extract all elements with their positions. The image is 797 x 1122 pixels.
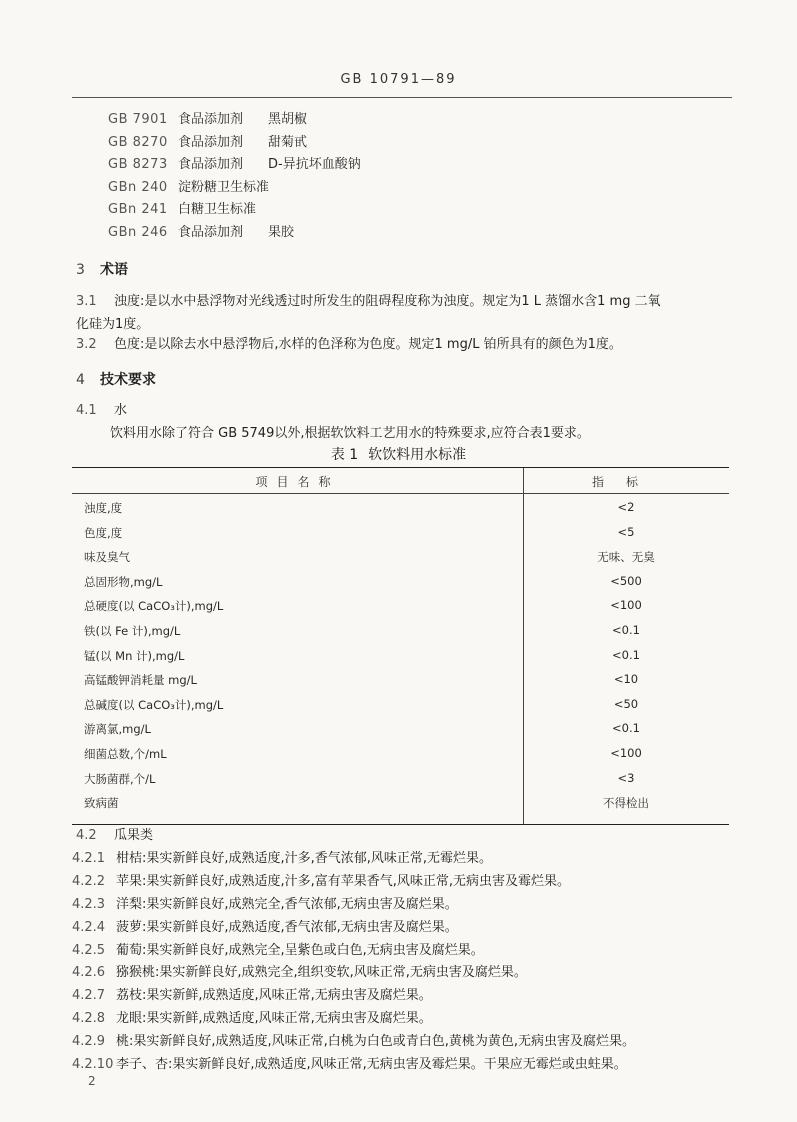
clause-text: 李子、杏:果实新鲜良好,成熟适度,风味正常,无病虫害及霉烂果。干果应无霉烂或虫蛀果。 xyxy=(116,1057,627,1073)
row-value: <0.1 xyxy=(612,647,640,662)
row-value: <100 xyxy=(610,598,642,613)
row-value: <5 xyxy=(617,524,635,539)
row-name: 总硬度(以 CaCO₃计),mg/L xyxy=(84,599,224,614)
standard-name: 食品添加剂 xyxy=(178,134,244,150)
page-header: GB 10791—89 xyxy=(340,72,457,87)
standard-name: 食品添加剂 xyxy=(178,157,244,173)
row-value: <0.1 xyxy=(612,721,640,736)
clause-number: 4.2.9 xyxy=(72,1034,106,1050)
clause-number: 3.1 xyxy=(76,294,97,309)
row-name: 铁(以 Fe 计),mg/L xyxy=(84,624,181,638)
clause-number: 4.2 xyxy=(76,828,97,843)
soft-drink-water-table xyxy=(72,467,729,825)
table-row xyxy=(72,617,729,642)
row-name: 味及臭气 xyxy=(84,550,130,565)
section-4-heading xyxy=(76,369,156,389)
clause-text: 浊度:是以水中悬浮物对光线透过时所发生的阻碍程度称为浊度。规定为1 L 蒸馏水含1 mg 二氧 xyxy=(114,294,661,309)
clause-text: 洋梨:果实新鲜良好,成熟完全,香气浓郁,无病虫害及腐烂果。 xyxy=(116,896,458,912)
fruit-requirement-item xyxy=(72,1007,742,1030)
standard-name: 食品添加剂 xyxy=(178,224,244,240)
clause-text: 葡萄:果实新鲜良好,成熟完全,呈紫色或白色,无病虫害及腐烂果。 xyxy=(116,942,484,958)
standard-item xyxy=(108,221,361,244)
table-row xyxy=(72,519,729,544)
column-header-item: 项目名称 xyxy=(255,475,340,489)
standard-name: 白糖卫生标准 xyxy=(178,202,257,218)
clause-text: 苹果:果实新鲜良好,成熟适度,汁多,富有苹果香气,风味正常,无病虫害及霉烂果。 xyxy=(116,873,571,889)
clause-3-2 xyxy=(76,333,736,356)
row-name: 高锰酸钾消耗量 mg/L xyxy=(84,673,197,688)
row-value: <3 xyxy=(617,770,635,785)
fruit-requirement-item xyxy=(72,847,742,870)
table-row xyxy=(72,642,729,667)
clause-text: 柑桔:果实新鲜良好,成熟适度,汁多,香气浓郁,风味正常,无霉烂果。 xyxy=(116,851,493,866)
clause-number: 4.2.2 xyxy=(72,873,106,889)
standard-item xyxy=(108,108,361,131)
clause-text: 猕猴桃:果实新鲜良好,成熟完全,组织变软,风味正常,无病虫害及腐烂果。 xyxy=(116,965,527,981)
clause-number: 4.2.7 xyxy=(72,988,106,1004)
standard-code: GB 8273 xyxy=(108,157,168,173)
fruit-requirement-item xyxy=(72,1030,742,1053)
standard-name: 淀粉糖卫生标准 xyxy=(178,179,270,195)
section-title: 技术要求 xyxy=(100,372,156,388)
standard-code: GB 8270 xyxy=(108,134,168,150)
clause-text: 桃:果实新鲜良好,成熟适度,风味正常,白桃为白色或青白色,黄桃为黄色,无病虫害及腐烂果。 xyxy=(116,1034,636,1050)
clause-4-1-heading xyxy=(76,399,127,422)
table-row xyxy=(72,765,729,790)
fruit-requirement-item xyxy=(72,984,742,1007)
clause-title: 瓜果类 xyxy=(114,828,154,843)
clause-number: 4.2.3 xyxy=(72,896,106,912)
table-row xyxy=(72,691,729,716)
row-name: 色度,度 xyxy=(84,525,123,540)
section-3-heading xyxy=(76,259,128,279)
row-value: <100 xyxy=(610,746,642,760)
table-row xyxy=(72,592,729,617)
clause-number: 4.2.6 xyxy=(72,965,106,981)
row-value: <50 xyxy=(613,696,639,711)
clause-text: 龙眼:果实新鲜,成熟适度,风味正常,无病虫害及腐烂果。 xyxy=(116,1011,432,1027)
fruit-requirement-item xyxy=(72,870,742,893)
header-rule xyxy=(72,97,732,98)
row-name: 总固形物,mg/L xyxy=(84,574,163,589)
table-row xyxy=(72,740,729,765)
section-number: 4 xyxy=(76,372,85,388)
row-name: 大肠菌群,个/L xyxy=(84,771,156,786)
clause-number: 4.1 xyxy=(76,403,97,418)
referenced-standards-list xyxy=(108,108,361,244)
table-title: 软饮料用水标准 xyxy=(368,447,467,463)
table-row xyxy=(72,715,729,740)
column-header-value: 指标 xyxy=(591,475,660,489)
clause-text: 荔枝:果实新鲜,成熟适度,风味正常,无病虫害及腐烂果。 xyxy=(116,988,432,1004)
standard-name: 食品添加剂 xyxy=(178,112,244,127)
row-name: 致病菌 xyxy=(84,796,119,811)
clause-text: 色度:是以除去水中悬浮物后,水样的色泽称为色度。规定1 mg/L 铂所具有的颜色为1度。 xyxy=(114,337,622,352)
row-value: <2 xyxy=(617,500,635,514)
fruit-requirement-item xyxy=(72,961,742,984)
standard-item xyxy=(108,198,361,221)
clause-number: 4.2.10 xyxy=(72,1057,114,1073)
clause-title: 水 xyxy=(114,403,128,418)
clause-number: 4.2.5 xyxy=(72,942,106,958)
table-row xyxy=(72,568,729,593)
row-value: <10 xyxy=(613,672,639,687)
table-caption xyxy=(0,444,797,464)
fruit-requirement-item xyxy=(72,893,742,916)
fruit-requirement-item xyxy=(72,939,742,962)
table-row xyxy=(72,543,729,568)
clause-number: 4.2.1 xyxy=(72,851,106,866)
standard-desc: 果胶 xyxy=(268,224,295,240)
clause-number: 3.2 xyxy=(76,337,97,352)
water-intro-paragraph: 饮料用水除了符合 GB 5749以外,根据软饮料工艺用水的特殊要求,应符合表1要求。 xyxy=(110,426,590,441)
page-number: 2 xyxy=(88,1074,96,1088)
clause-number: 4.2.8 xyxy=(72,1011,106,1027)
table-label: 表 1 xyxy=(330,447,359,463)
row-value: <0.1 xyxy=(612,623,640,637)
table-row xyxy=(72,666,729,691)
standard-code: GB 7901 xyxy=(108,112,168,127)
table-row xyxy=(72,789,729,814)
section-title: 术语 xyxy=(100,262,128,278)
standard-item xyxy=(108,131,361,154)
clause-number: 4.2.4 xyxy=(72,919,106,935)
clause-text-continued: 化硅为1度。 xyxy=(76,317,150,332)
standard-desc: D-异抗坏血酸钠 xyxy=(268,157,361,173)
clause-3-1 xyxy=(76,290,736,336)
table-header xyxy=(72,468,729,494)
standard-code: GBn 246 xyxy=(108,224,168,240)
section-number: 3 xyxy=(76,262,85,278)
table-row xyxy=(72,494,729,519)
fruit-requirements-list xyxy=(72,847,742,1076)
standard-code: GBn 240 xyxy=(108,179,168,195)
row-name: 细菌总数,个/mL xyxy=(84,747,167,761)
row-name: 游离氯,mg/L xyxy=(84,722,151,737)
fruit-requirement-item xyxy=(72,916,742,939)
clause-text: 菠萝:果实新鲜良好,成熟适度,香气浓郁,无病虫害及腐烂果。 xyxy=(116,919,458,935)
standard-item xyxy=(108,176,361,199)
row-name: 浊度,度 xyxy=(84,501,123,515)
row-value: 无味、无臭 xyxy=(597,550,655,565)
row-name: 锰(以 Mn 计),mg/L xyxy=(84,648,185,663)
fruit-requirement-item xyxy=(72,1053,742,1076)
row-value: <500 xyxy=(610,573,642,588)
standard-code: GBn 241 xyxy=(108,202,168,218)
clause-4-2-heading xyxy=(76,824,153,847)
row-value: 不得检出 xyxy=(603,796,649,811)
standard-desc: 甜菊甙 xyxy=(268,134,308,150)
standard-desc: 黑胡椒 xyxy=(268,112,308,127)
standard-item xyxy=(108,153,361,176)
row-name: 总碱度(以 CaCO₃计),mg/L xyxy=(84,697,224,712)
